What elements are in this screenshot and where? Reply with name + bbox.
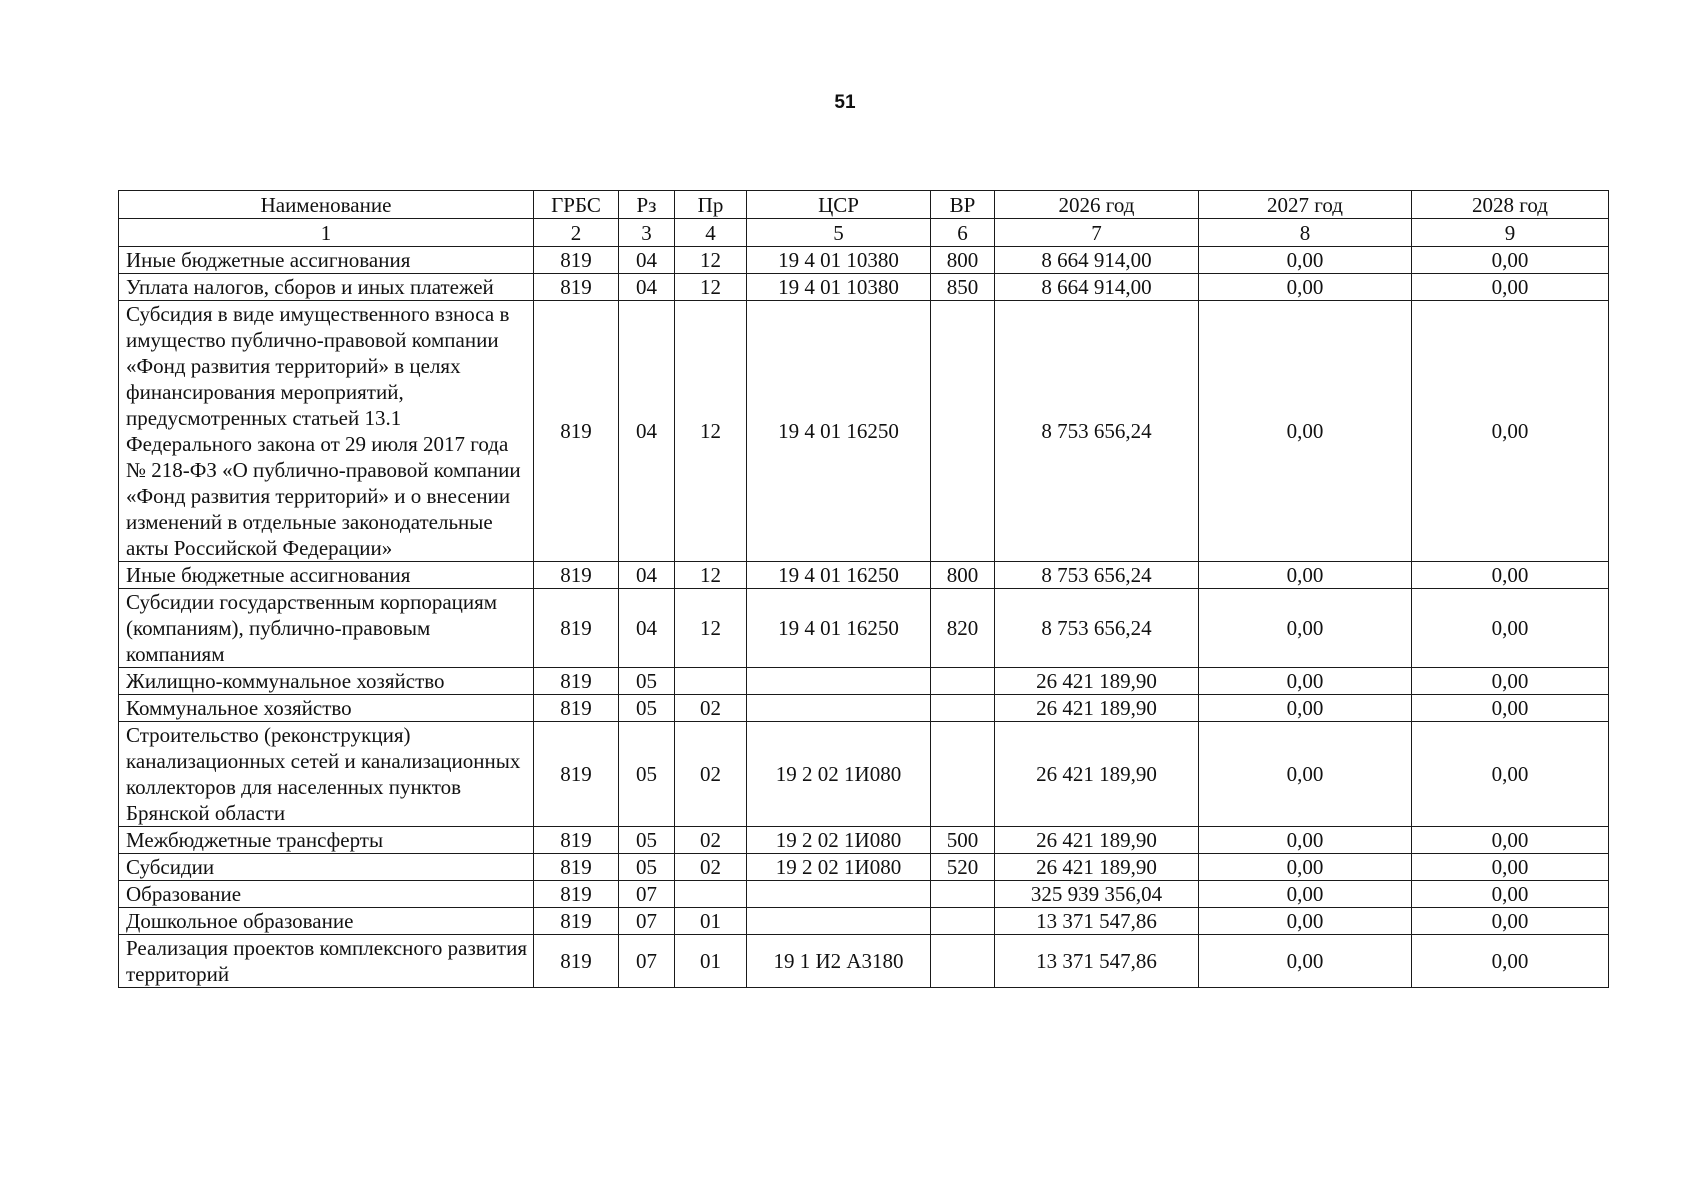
row-csr (747, 908, 931, 935)
table-row (119, 562, 1609, 589)
row-name: Строительство (реконструкция) канализационных сетей и канализационных коллекторов для населенных пунктов Брянской области (119, 722, 534, 827)
header-name: Наименование (119, 191, 534, 219)
row-2028: 0,00 (1412, 881, 1609, 908)
row-pr (675, 668, 747, 695)
row-vr: 800 (931, 247, 995, 274)
row-2027: 0,00 (1199, 589, 1412, 668)
row-2027: 0,00 (1199, 935, 1412, 988)
row-grbs: 819 (534, 668, 619, 695)
row-2028: 0,00 (1412, 935, 1609, 988)
row-2026: 13 371 547,86 (995, 935, 1199, 988)
row-grbs: 819 (534, 935, 619, 988)
header-2027: 2027 год (1199, 191, 1412, 219)
row-csr: 19 4 01 16250 (747, 589, 931, 668)
row-grbs: 819 (534, 562, 619, 589)
row-grbs: 819 (534, 695, 619, 722)
column-number: 9 (1412, 219, 1609, 247)
row-pr: 12 (675, 301, 747, 562)
row-csr (747, 881, 931, 908)
row-grbs: 819 (534, 301, 619, 562)
row-name: Субсидия в виде имущественного взноса в имущество публично-правовой компании «Фонд развития территорий» в целях финансирования мероприятий, предусмотренных статьей 13.1 Федерального закона от 29 июля 2017 года № 218-ФЗ «О публично-правовой компании «Фонд развития территорий» и о внесении изменений в отдельные законодательные акты Российской Федерации» (119, 301, 534, 562)
row-vr (931, 935, 995, 988)
column-number: 6 (931, 219, 995, 247)
row-name: Уплата налогов, сборов и иных платежей (119, 274, 534, 301)
row-2028: 0,00 (1412, 722, 1609, 827)
row-2027: 0,00 (1199, 722, 1412, 827)
row-2027: 0,00 (1199, 908, 1412, 935)
row-vr: 850 (931, 274, 995, 301)
table-row (119, 881, 1609, 908)
row-pr: 02 (675, 854, 747, 881)
row-grbs: 819 (534, 247, 619, 274)
column-number: 1 (119, 219, 534, 247)
row-2028: 0,00 (1412, 301, 1609, 562)
row-2027: 0,00 (1199, 854, 1412, 881)
row-name: Образование (119, 881, 534, 908)
header-2028: 2028 год (1412, 191, 1609, 219)
row-2028: 0,00 (1412, 247, 1609, 274)
table-row (119, 722, 1609, 827)
table-row (119, 668, 1609, 695)
row-pr: 02 (675, 695, 747, 722)
row-grbs: 819 (534, 274, 619, 301)
row-2026: 26 421 189,90 (995, 854, 1199, 881)
row-rz: 05 (619, 695, 675, 722)
row-csr: 19 1 И2 А3180 (747, 935, 931, 988)
row-2027: 0,00 (1199, 827, 1412, 854)
page-number: 51 (834, 92, 856, 113)
row-rz: 07 (619, 908, 675, 935)
row-pr: 12 (675, 562, 747, 589)
row-rz: 04 (619, 589, 675, 668)
row-2027: 0,00 (1199, 274, 1412, 301)
row-2027: 0,00 (1199, 301, 1412, 562)
table-row (119, 854, 1609, 881)
header-vr: ВР (931, 191, 995, 219)
row-2026: 13 371 547,86 (995, 908, 1199, 935)
row-pr: 01 (675, 908, 747, 935)
row-2027: 0,00 (1199, 668, 1412, 695)
row-2028: 0,00 (1412, 854, 1609, 881)
table-row (119, 247, 1609, 274)
row-rz: 07 (619, 881, 675, 908)
column-number: 5 (747, 219, 931, 247)
row-csr: 19 4 01 16250 (747, 301, 931, 562)
row-2028: 0,00 (1412, 908, 1609, 935)
row-vr (931, 881, 995, 908)
column-number: 4 (675, 219, 747, 247)
row-2026: 8 753 656,24 (995, 562, 1199, 589)
row-2026: 325 939 356,04 (995, 881, 1199, 908)
row-rz: 05 (619, 827, 675, 854)
row-2026: 8 664 914,00 (995, 274, 1199, 301)
row-grbs: 819 (534, 881, 619, 908)
row-2027: 0,00 (1199, 695, 1412, 722)
table-row (119, 908, 1609, 935)
header-grbs: ГРБС (534, 191, 619, 219)
header-rz: Рз (619, 191, 675, 219)
row-name: Дошкольное образование (119, 908, 534, 935)
row-name: Реализация проектов комплексного развития территорий (119, 935, 534, 988)
row-2028: 0,00 (1412, 695, 1609, 722)
column-number: 2 (534, 219, 619, 247)
column-number: 7 (995, 219, 1199, 247)
row-vr (931, 722, 995, 827)
row-2028: 0,00 (1412, 562, 1609, 589)
table-row (119, 827, 1609, 854)
row-rz: 04 (619, 247, 675, 274)
row-grbs: 819 (534, 908, 619, 935)
budget-table (118, 190, 1609, 988)
row-vr: 800 (931, 562, 995, 589)
row-grbs: 819 (534, 854, 619, 881)
row-2027: 0,00 (1199, 562, 1412, 589)
row-csr: 19 4 01 16250 (747, 562, 931, 589)
header-2026: 2026 год (995, 191, 1199, 219)
row-name: Иные бюджетные ассигнования (119, 562, 534, 589)
row-grbs: 819 (534, 827, 619, 854)
row-grbs: 819 (534, 589, 619, 668)
row-name: Жилищно-коммунальное хозяйство (119, 668, 534, 695)
row-rz: 04 (619, 301, 675, 562)
row-2028: 0,00 (1412, 668, 1609, 695)
row-2026: 8 664 914,00 (995, 247, 1199, 274)
row-pr: 12 (675, 274, 747, 301)
row-name: Межбюджетные трансферты (119, 827, 534, 854)
row-vr: 520 (931, 854, 995, 881)
row-vr: 820 (931, 589, 995, 668)
column-number-row (119, 219, 1609, 247)
row-rz: 05 (619, 854, 675, 881)
row-2026: 26 421 189,90 (995, 722, 1199, 827)
table-row (119, 935, 1609, 988)
row-rz: 04 (619, 562, 675, 589)
row-vr (931, 908, 995, 935)
row-2028: 0,00 (1412, 274, 1609, 301)
table-row (119, 695, 1609, 722)
row-pr (675, 881, 747, 908)
column-number: 3 (619, 219, 675, 247)
row-csr: 19 4 01 10380 (747, 274, 931, 301)
row-name: Субсидии государственным корпорациям (компаниям), публично-правовым компаниям (119, 589, 534, 668)
row-2028: 0,00 (1412, 827, 1609, 854)
row-2026: 26 421 189,90 (995, 668, 1199, 695)
row-vr: 500 (931, 827, 995, 854)
header-csr: ЦСР (747, 191, 931, 219)
row-csr: 19 2 02 1И080 (747, 854, 931, 881)
row-csr: 19 2 02 1И080 (747, 827, 931, 854)
row-name: Субсидии (119, 854, 534, 881)
row-name: Иные бюджетные ассигнования (119, 247, 534, 274)
row-pr: 02 (675, 827, 747, 854)
row-2026: 26 421 189,90 (995, 695, 1199, 722)
table-row (119, 301, 1609, 562)
row-rz: 05 (619, 668, 675, 695)
row-csr: 19 4 01 10380 (747, 247, 931, 274)
row-2026: 8 753 656,24 (995, 301, 1199, 562)
row-vr (931, 695, 995, 722)
row-rz: 04 (619, 274, 675, 301)
row-pr: 12 (675, 589, 747, 668)
header-row (119, 191, 1609, 219)
row-2027: 0,00 (1199, 247, 1412, 274)
row-pr: 12 (675, 247, 747, 274)
column-number: 8 (1199, 219, 1412, 247)
table-row (119, 274, 1609, 301)
row-name: Коммунальное хозяйство (119, 695, 534, 722)
row-rz: 07 (619, 935, 675, 988)
row-csr (747, 668, 931, 695)
row-2027: 0,00 (1199, 881, 1412, 908)
row-2026: 26 421 189,90 (995, 827, 1199, 854)
row-rz: 05 (619, 722, 675, 827)
table-row (119, 589, 1609, 668)
row-pr: 02 (675, 722, 747, 827)
row-2028: 0,00 (1412, 589, 1609, 668)
row-pr: 01 (675, 935, 747, 988)
header-pr: Пр (675, 191, 747, 219)
row-vr (931, 668, 995, 695)
row-vr (931, 301, 995, 562)
row-2026: 8 753 656,24 (995, 589, 1199, 668)
row-grbs: 819 (534, 722, 619, 827)
row-csr: 19 2 02 1И080 (747, 722, 931, 827)
row-csr (747, 695, 931, 722)
